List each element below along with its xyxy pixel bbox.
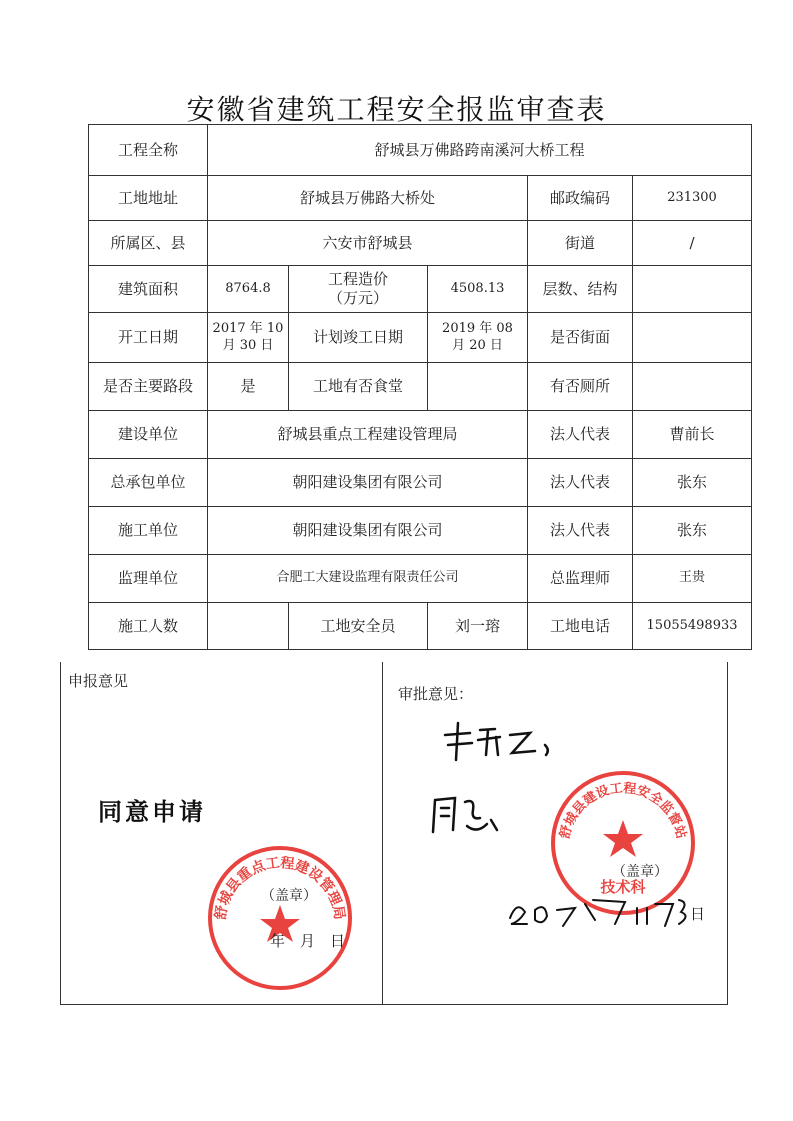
- canteen-label: 工地有否食堂: [289, 363, 428, 411]
- start-date-line-1: 2017 年 10: [212, 321, 284, 337]
- street-value: /: [633, 221, 752, 266]
- postcode-value: 231300: [633, 176, 752, 221]
- handwritten-agree: [425, 790, 505, 840]
- canteen-value: [428, 363, 528, 411]
- postcode-label: 邮政编码: [528, 176, 633, 221]
- project-name-label: 工程全称: [89, 125, 208, 176]
- apply-date: 年 月 日: [270, 932, 346, 950]
- area-label: 建筑面积: [89, 266, 208, 313]
- apply-seal-note: （盖章）: [261, 888, 317, 904]
- form-title: 安徽省建筑工程安全报监审查表: [186, 93, 607, 126]
- builder-rep-value: 曹前长: [633, 411, 752, 459]
- supervisor-label: 监理单位: [89, 555, 208, 603]
- phone-value: 15055498933: [633, 603, 752, 650]
- safety-officer-label: 工地安全员: [289, 603, 428, 650]
- contractor-value: 朝阳建设集团有限公司: [208, 507, 528, 555]
- seal-arc-text: 舒城县建设工程安全监督站: [557, 781, 689, 841]
- gc-label: 总承包单位: [89, 459, 208, 507]
- start-date-line-2: 月 30 日: [222, 337, 274, 353]
- builder-value: 舒城县重点工程建设管理局: [208, 411, 528, 459]
- start-date-value: [208, 313, 289, 363]
- street-facing-value: [633, 313, 752, 363]
- street-facing-label: 是否街面: [528, 313, 633, 363]
- floors-label: 层数、结构: [528, 266, 633, 313]
- contractor-rep-value: 张东: [633, 507, 752, 555]
- left-official-seal: [205, 843, 355, 993]
- chief-value: 王贵: [633, 555, 752, 603]
- finish-date-value: [428, 313, 528, 363]
- table-row: [89, 313, 752, 363]
- table-row: [89, 411, 752, 459]
- finish-date-label: 计划竣工日期: [289, 313, 428, 363]
- cost-value: 4508.13: [428, 266, 528, 313]
- table-row: [89, 603, 752, 650]
- table-row: [89, 555, 752, 603]
- gc-value: 朝阳建设集团有限公司: [208, 459, 528, 507]
- table-row: [89, 459, 752, 507]
- review-date-suffix: 日: [690, 905, 706, 923]
- workers-value: [208, 603, 289, 650]
- district-label: 所属区、县: [89, 221, 208, 266]
- main-road-label: 是否主要路段: [89, 363, 208, 411]
- table-row: [89, 176, 752, 221]
- project-name-value: 舒城县万佛路跨南溪河大桥工程: [208, 125, 752, 176]
- handwritten-signature: [440, 715, 560, 765]
- finish-date-line-1: 2019 年 08: [442, 321, 513, 337]
- safety-officer-value: 刘一瑢: [428, 603, 528, 650]
- floors-value: [633, 266, 752, 313]
- builder-label: 建设单位: [89, 411, 208, 459]
- review-opinion-label: 审批意见：: [398, 685, 474, 703]
- handwritten-review-date: [505, 890, 695, 930]
- workers-label: 施工人数: [89, 603, 208, 650]
- site-address-value: 舒城县万佛路大桥处: [208, 176, 528, 221]
- table-row: [89, 507, 752, 555]
- supervisor-value: 合肥工大建设监理有限责任公司: [208, 555, 528, 603]
- contractor-label: 施工单位: [89, 507, 208, 555]
- district-value: 六安市舒城县: [208, 221, 528, 266]
- site-address-label: 工地地址: [89, 176, 208, 221]
- street-label: 街道: [528, 221, 633, 266]
- start-date-label: 开工日期: [89, 313, 208, 363]
- toilet-value: [633, 363, 752, 411]
- area-value: 8764.8: [208, 266, 289, 313]
- approval-divider: [382, 662, 383, 1004]
- gc-rep-label: 法人代表: [528, 459, 633, 507]
- table-row: [89, 221, 752, 266]
- seal-arc-text: 舒城县重点工程建设管理局: [212, 855, 348, 921]
- project-info-table: [88, 124, 752, 650]
- table-row: [89, 363, 752, 411]
- apply-opinion-label: 申报意见: [68, 672, 129, 690]
- cost-label: [289, 266, 428, 313]
- table-row: [89, 125, 752, 176]
- builder-rep-label: 法人代表: [528, 411, 633, 459]
- apply-opinion-text: 同意申请: [98, 798, 206, 826]
- cost-label-line-2: （万元）: [327, 289, 388, 307]
- toilet-label: 有否厕所: [528, 363, 633, 411]
- chief-label: 总监理师: [528, 555, 633, 603]
- seal-bottom-text: 技术科: [600, 878, 646, 896]
- finish-date-line-2: 月 20 日: [452, 337, 503, 353]
- seal-star-icon: [603, 820, 643, 857]
- review-seal-note: （盖章）: [612, 864, 668, 880]
- contractor-rep-label: 法人代表: [528, 507, 633, 555]
- cost-label-line-1: 工程造价: [327, 270, 388, 289]
- gc-rep-value: 张东: [633, 459, 752, 507]
- table-row: [89, 266, 752, 313]
- phone-label: 工地电话: [528, 603, 633, 650]
- main-road-value: 是: [208, 363, 289, 411]
